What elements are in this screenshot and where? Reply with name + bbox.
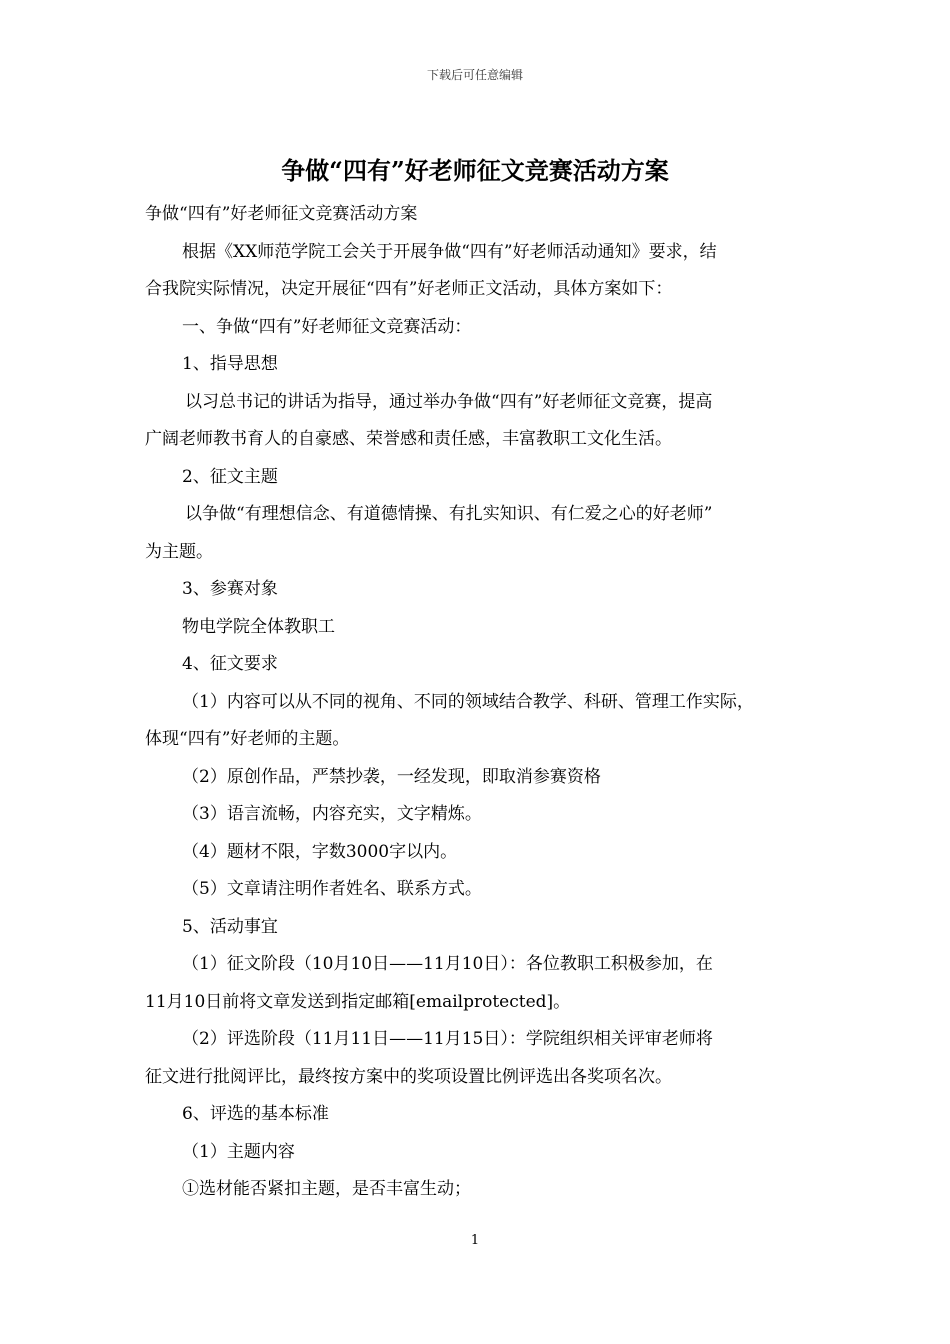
paragraph-line: （2）原创作品，严禁抄袭，一经发现，即取消参赛资格 bbox=[182, 766, 601, 787]
paragraph-line: 体现“四有”好老师的主题。 bbox=[145, 729, 350, 749]
section-heading: 5、活动事宜 bbox=[182, 916, 278, 937]
paragraph-line: 为主题。 bbox=[145, 541, 213, 562]
section-heading: 一、争做“四有”好老师征文竞赛活动： bbox=[182, 316, 472, 337]
subtitle-line: 争做“四有”好老师征文竞赛活动方案 bbox=[145, 204, 418, 224]
paragraph-line: 广阔老师教书育人的自豪感、荣誉感和责任感，丰富教职工文化生活。 bbox=[145, 429, 672, 449]
paragraph-line: （5）文章请注明作者姓名、联系方式。 bbox=[182, 879, 482, 899]
page-number: 1 bbox=[470, 1233, 480, 1248]
paragraph-line: （3）语言流畅，内容充实，文字精炼。 bbox=[182, 804, 482, 824]
paragraph-line: 合我院实际情况，决定开展征“四有”好老师正文活动，具体方案如下： bbox=[145, 279, 673, 299]
paragraph-line: （1）主题内容 bbox=[182, 1141, 295, 1162]
section-heading: 3、参赛对象 bbox=[182, 579, 278, 599]
paragraph-line: 征文进行批阅评比，最终按方案中的奖项设置比例评选出各奖项名次。 bbox=[145, 1066, 672, 1087]
document-title: 争做“四有”好老师征文竞赛活动方案 bbox=[281, 156, 669, 185]
section-heading: 4、征文要求 bbox=[182, 654, 278, 674]
paragraph-line: （1）内容可以从不同的视角、不同的领域结合教学、科研、管理工作实际， bbox=[182, 691, 754, 712]
paragraph-line: （2）评选阶段（11月11日——11月15日）：学院组织相关评审老师将 bbox=[182, 1029, 713, 1049]
header-note: 下载后可任意编辑 bbox=[426, 68, 523, 82]
section-heading: 6、评选的基本标准 bbox=[182, 1104, 329, 1124]
section-heading: 1、指导思想 bbox=[182, 354, 278, 374]
paragraph-line: 以习总书记的讲话为指导，通过举办争做“四有”好老师征文竞赛，提高 bbox=[185, 391, 713, 412]
paragraph-line: 11月10日前将文章发送到指定邮箱[emailprotected]。 bbox=[145, 991, 571, 1012]
paragraph-line: （4）题材不限，字数3000字以内。 bbox=[182, 841, 458, 862]
document-body bbox=[145, 196, 825, 1209]
paragraph-line: 根据《XX师范学院工会关于开展争做“四有”好老师活动通知》要求，结 bbox=[182, 241, 717, 262]
paragraph-line: 以争做“有理想信念、有道德情操、有扎实知识、有仁爱之心的好老师” bbox=[185, 504, 713, 524]
paragraph-line: （1）征文阶段（10月10日——11月10日）：各位教职工积极参加，在 bbox=[182, 954, 713, 974]
paragraph-line: 物电学院全体教职工 bbox=[182, 616, 335, 637]
section-heading: 2、征文主题 bbox=[182, 466, 278, 487]
paragraph-line: ①选材能否紧扣主题，是否丰富生动； bbox=[182, 1179, 471, 1199]
